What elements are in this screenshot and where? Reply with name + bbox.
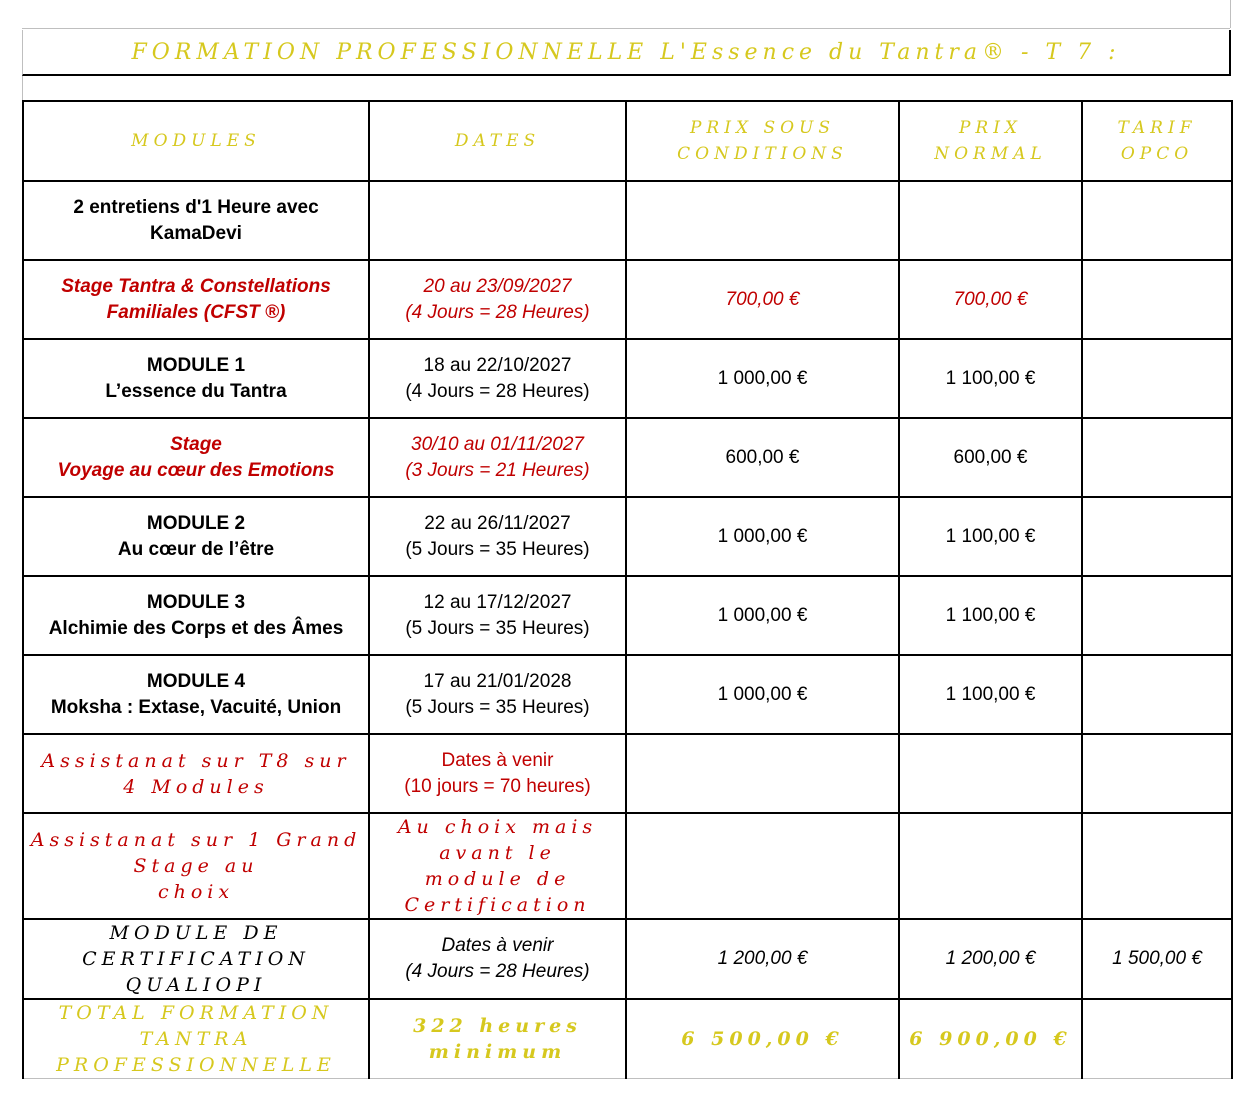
prix-cond-cell: 1 000,00 €: [626, 655, 899, 734]
module-cell: 2 entretiens d'1 Heure avec KamaDevi: [23, 181, 369, 260]
dates-cell: 18 au 22/10/2027 (4 Jours = 28 Heures): [369, 339, 626, 418]
table-row: [23, 576, 1232, 655]
header-row: [23, 101, 1232, 181]
module-cell: Assistanat sur T8 sur 4 Modules: [23, 734, 369, 813]
dates-cell: [369, 181, 626, 260]
module-cell: MODULE 2 Au cœur de l’être: [23, 497, 369, 576]
prix-cond-cell: [626, 181, 899, 260]
dates-cell: Dates à venir (4 Jours = 28 Heures): [369, 919, 626, 999]
total-label-cell: TOTAL FORMATION TANTRA PROFESSIONNELLE: [23, 999, 369, 1079]
opco-cell: 1 500,00 €: [1082, 919, 1232, 999]
header-tarif-opco: TARIF OPCO: [1082, 101, 1232, 181]
dates-cell: Au choix mais avant le module de Certification: [369, 813, 626, 919]
prix-cond-cell: 1 000,00 €: [626, 339, 899, 418]
prix-normal-cell: 600,00 €: [899, 418, 1082, 497]
prix-cond-cell: 1 200,00 €: [626, 919, 899, 999]
dates-cell: 20 au 23/09/2027 (4 Jours = 28 Heures): [369, 260, 626, 339]
module-cell: MODULE DE CERTIFICATION QUALIOPI: [23, 919, 369, 999]
header-dates: DATES: [369, 101, 626, 181]
opco-cell: [1082, 260, 1232, 339]
table-row: [23, 734, 1232, 813]
module-cell: MODULE 1 L’essence du Tantra: [23, 339, 369, 418]
total-prix-cond-cell: 6 500,00 €: [626, 999, 899, 1079]
dates-cell: 22 au 26/11/2027 (5 Jours = 35 Heures): [369, 497, 626, 576]
total-opco-cell: [1082, 999, 1232, 1079]
total-prix-normal-cell: 6 900,00 €: [899, 999, 1082, 1079]
module-cell: Stage Tantra & Constellations Familiales (CFST ®): [23, 260, 369, 339]
opco-cell: [1082, 576, 1232, 655]
opco-cell: [1082, 655, 1232, 734]
table-row: [23, 655, 1232, 734]
opco-cell: [1082, 734, 1232, 813]
prix-normal-cell: [899, 813, 1082, 919]
top-rule: [22, 28, 1230, 29]
opco-cell: [1082, 497, 1232, 576]
prix-cond-cell: 700,00 €: [626, 260, 899, 339]
dates-cell: 12 au 17/12/2027 (5 Jours = 35 Heures): [369, 576, 626, 655]
pricing-table: [22, 100, 1233, 1079]
document-title: FORMATION PROFESSIONNELLE L'Essence du Tantra® - T 7 :: [131, 39, 1121, 65]
prix-normal-cell: 1 100,00 €: [899, 576, 1082, 655]
spacer-row: [22, 76, 1231, 100]
table-row: [23, 418, 1232, 497]
table-row: [23, 813, 1232, 919]
dates-cell: 30/10 au 01/11/2027 (3 Jours = 21 Heures): [369, 418, 626, 497]
header-prix-normal: PRIX NORMAL: [899, 101, 1082, 181]
module-cell: MODULE 4 Moksha : Extase, Vacuité, Union: [23, 655, 369, 734]
prix-cond-cell: [626, 813, 899, 919]
module-cell: MODULE 3 Alchimie des Corps et des Âmes: [23, 576, 369, 655]
top-rule-right: [1230, 0, 1231, 28]
table-row: [23, 919, 1232, 999]
total-row: [23, 999, 1232, 1079]
opco-cell: [1082, 418, 1232, 497]
opco-cell: [1082, 339, 1232, 418]
title-bar: [22, 30, 1231, 76]
prix-normal-cell: [899, 181, 1082, 260]
opco-cell: [1082, 181, 1232, 260]
prix-normal-cell: 700,00 €: [899, 260, 1082, 339]
module-cell: Stage Voyage au cœur des Emotions: [23, 418, 369, 497]
total-dates-cell: 322 heures minimum: [369, 999, 626, 1079]
prix-normal-cell: 1 100,00 €: [899, 497, 1082, 576]
prix-normal-cell: [899, 734, 1082, 813]
header-modules: MODULES: [23, 101, 369, 181]
dates-cell: Dates à venir (10 jours = 70 heures): [369, 734, 626, 813]
dates-cell: 17 au 21/01/2028 (5 Jours = 35 Heures): [369, 655, 626, 734]
opco-cell: [1082, 813, 1232, 919]
module-cell: Assistanat sur 1 Grand Stage au choix: [23, 813, 369, 919]
prix-normal-cell: 1 200,00 €: [899, 919, 1082, 999]
prix-normal-cell: 1 100,00 €: [899, 339, 1082, 418]
table-row: [23, 260, 1232, 339]
table-row: [23, 339, 1232, 418]
prix-cond-cell: 1 000,00 €: [626, 497, 899, 576]
prix-cond-cell: 600,00 €: [626, 418, 899, 497]
prix-cond-cell: [626, 734, 899, 813]
prix-cond-cell: 1 000,00 €: [626, 576, 899, 655]
prix-normal-cell: 1 100,00 €: [899, 655, 1082, 734]
table-row: [23, 497, 1232, 576]
header-prix-conditions: PRIX SOUS CONDITIONS: [626, 101, 899, 181]
table-row: [23, 181, 1232, 260]
